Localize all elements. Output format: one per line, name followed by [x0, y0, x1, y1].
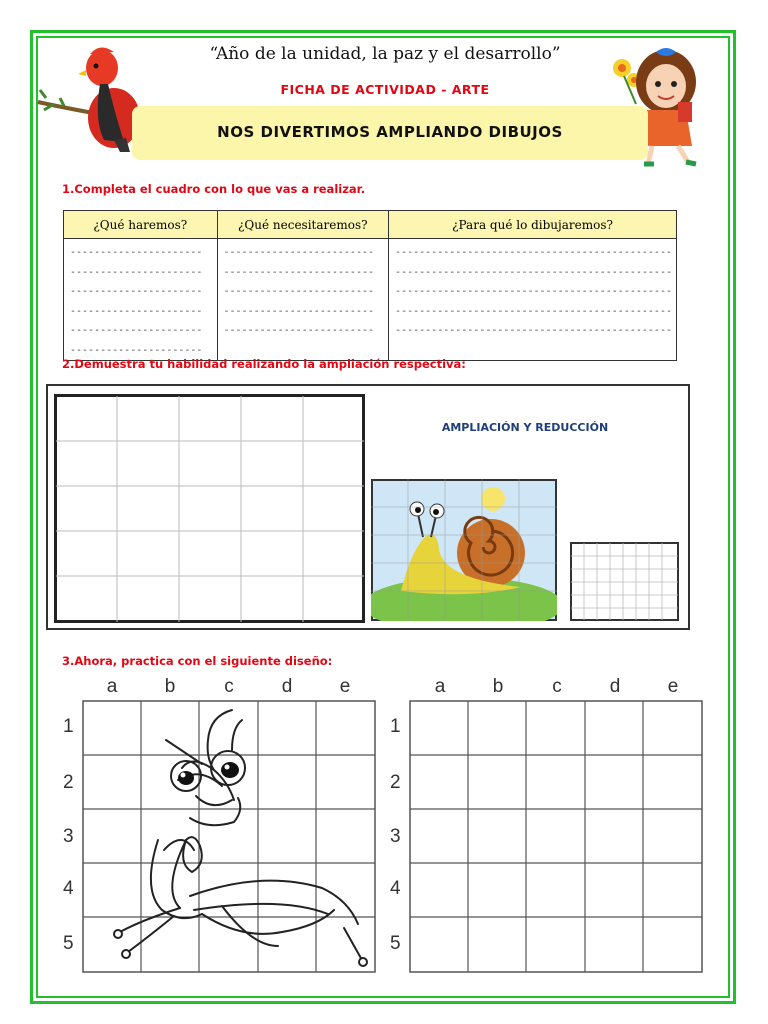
grasshopper-icon: [82, 700, 376, 974]
dash-line: ----------------------: [70, 325, 203, 336]
right-grid-col-label: c: [552, 676, 562, 697]
enlargement-drawing-grid[interactable]: [54, 394, 366, 624]
right-practice-grid[interactable]: [409, 700, 703, 974]
reduction-grid[interactable]: [570, 542, 680, 622]
left-grid-row-label: 3: [63, 826, 74, 847]
dash-line: ----------------------------------------------: [395, 305, 672, 317]
section1-heading: 1.Completa el cuadro con lo que vas a realizar.: [62, 182, 366, 196]
enlargement-panel-title: AMPLIACIÓN Y REDUCCIÓN: [441, 421, 609, 434]
worksheet-subtitle: FICHA DE ACTIVIDAD - ARTE: [280, 82, 490, 97]
dash-line: -------------------------: [223, 266, 375, 278]
dash-line: ----------------------: [70, 247, 203, 258]
left-grid-row-label: 5: [63, 933, 74, 954]
dash-line: ----------------------------------------------: [395, 247, 672, 258]
right-grid-row-label: 1: [390, 716, 401, 737]
right-grid-row-label: 3: [390, 826, 401, 847]
snail-icon: [371, 479, 557, 621]
left-grid-col-label: c: [224, 676, 234, 697]
right-grid-col-label: a: [434, 676, 446, 697]
answer-cell-what[interactable]: [64, 239, 218, 361]
left-grid-row-label: 1: [63, 716, 74, 737]
table-header-why: ¿Para qué lo dibujaremos?: [389, 211, 677, 239]
left-grid-col-label: b: [164, 676, 176, 697]
right-grid-col-label: e: [667, 676, 679, 697]
answer-cell-why[interactable]: [389, 239, 677, 361]
right-grid-col-label: d: [609, 676, 621, 697]
motto-text: “Año de la unidad, la paz y el desarrollo”: [209, 44, 561, 64]
right-grid-row-label: 2: [390, 772, 401, 793]
left-grid-col-label: a: [106, 676, 118, 697]
left-grid-col-label: e: [339, 676, 351, 697]
section2-heading: 2.Demuestra tu habilidad realizando la ampliación respectiva:: [62, 357, 466, 371]
table-header-what: ¿Qué haremos?: [64, 211, 218, 239]
dash-line: -------------------------: [223, 305, 375, 317]
dash-line: ----------------------------------------------: [395, 325, 672, 336]
dash-line: -------------------------: [223, 286, 375, 297]
right-grid-col-label: b: [492, 676, 504, 697]
right-grid-row-label: 5: [390, 933, 401, 954]
table-header-need: ¿Qué necesitaremos?: [217, 211, 389, 239]
dash-line: ----------------------: [70, 344, 203, 356]
dash-line: ----------------------: [70, 286, 203, 297]
section3-heading: 3.Ahora, practica con el siguiente diseño:: [62, 654, 333, 668]
answer-cell-need[interactable]: [217, 239, 389, 361]
dash-line: -------------------------: [223, 325, 375, 336]
dash-line: ----------------------------------------------: [395, 286, 672, 297]
dash-line: -------------------------: [223, 247, 375, 258]
dash-line: ----------------------------------------------: [395, 266, 672, 278]
left-grid-col-label: d: [281, 676, 293, 697]
right-grid-row-label: 4: [390, 878, 401, 899]
page-title: NOS DIVERTIMOS AMPLIANDO DIBUJOS: [217, 123, 563, 141]
left-grid-row-label: 2: [63, 772, 74, 793]
dash-line: ----------------------: [70, 305, 203, 317]
left-grid-row-label: 4: [63, 878, 74, 899]
planning-table: [63, 210, 677, 361]
dash-line: ----------------------: [70, 266, 203, 278]
